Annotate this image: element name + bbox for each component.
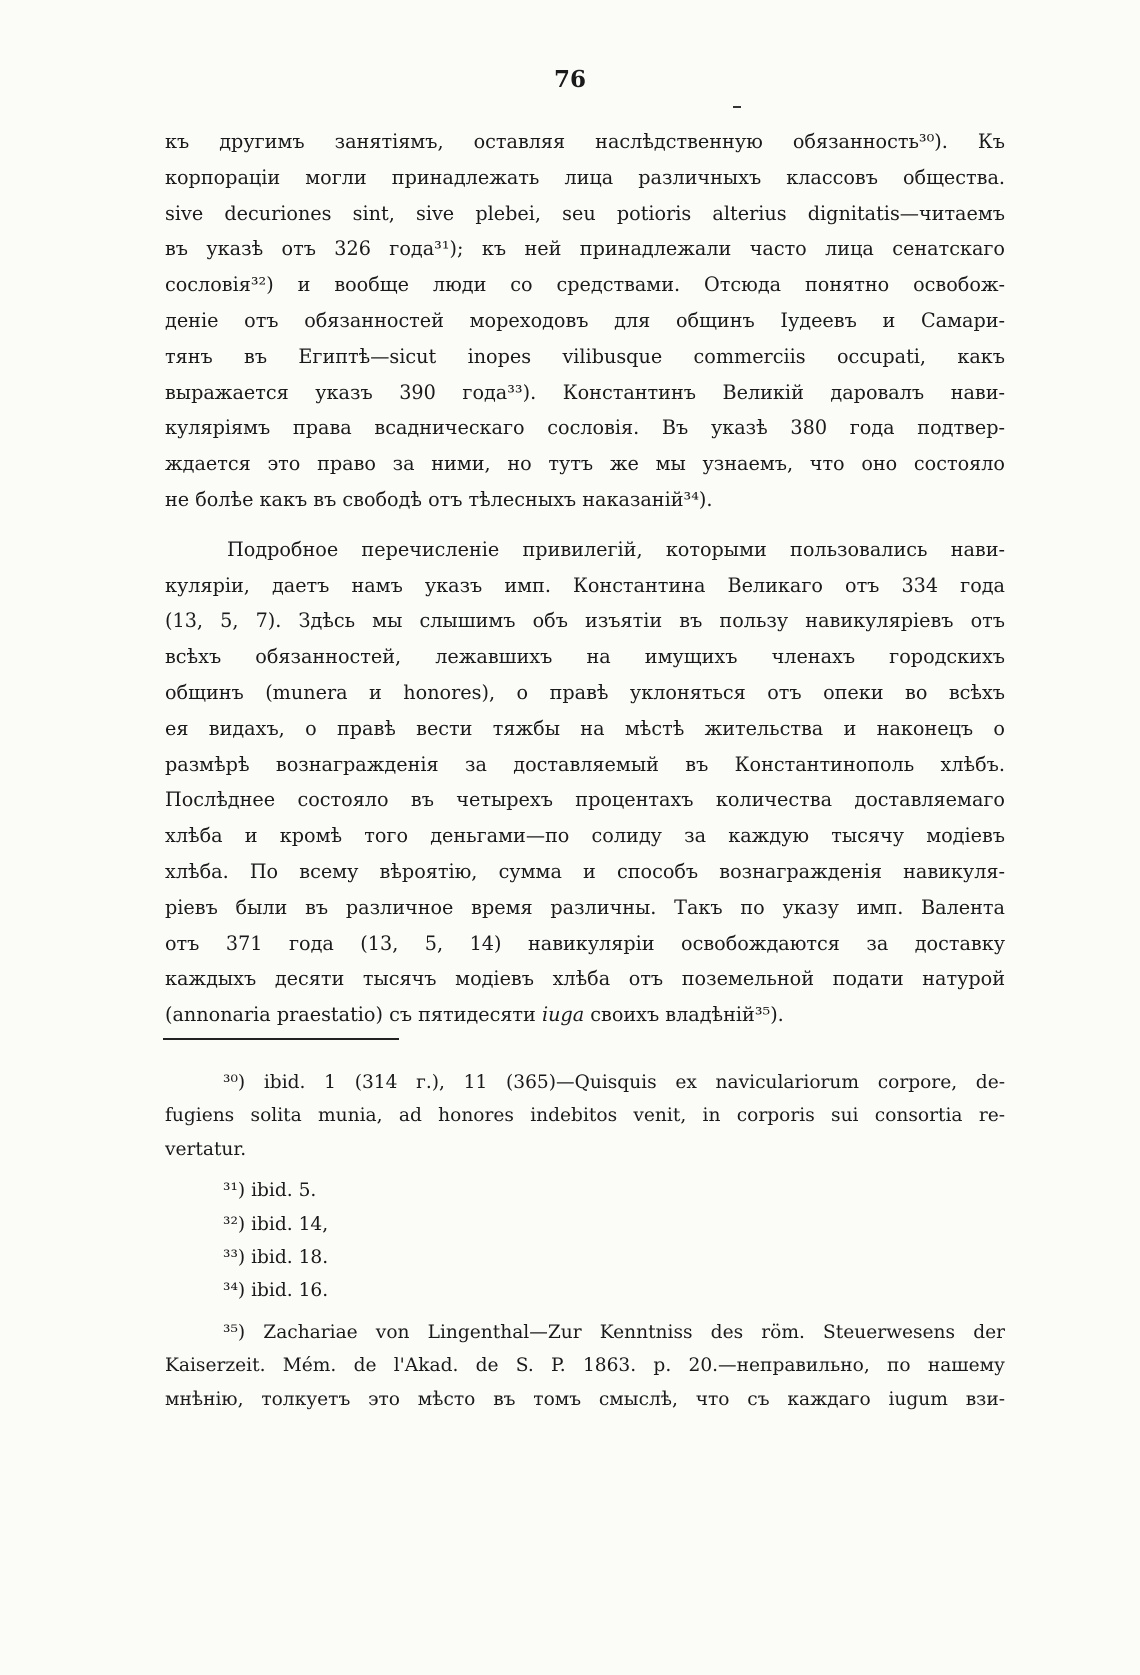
- footnote-separator: [163, 1038, 399, 1040]
- text-line: куляріи, даетъ намъ указъ имп. Константина Великаго отъ 334 года: [165, 573, 1005, 597]
- text-line: ріевъ были въ различное время различны. Такъ по указу имп. Валента: [165, 895, 1005, 919]
- footnotes: [165, 1066, 1005, 1416]
- footnote-line: ³⁰) ibid. 1 (314 г.), 11 (365)—Quisquis ex naviculariorum corpore, de-: [223, 1072, 1005, 1093]
- page-number: 76: [553, 66, 586, 93]
- text-line: каждыхъ десяти тысячъ модіевъ хлѣба отъ поземельной подати натурой: [165, 967, 1005, 991]
- text-line: ждается это право за ними, но тутъ же мы узнаемъ, что оно состояло: [165, 452, 1005, 476]
- paragraph-2: [165, 532, 1005, 1033]
- text-line: Подробное перечисленіе привилегій, которыми пользовались нави-: [227, 537, 1005, 561]
- text-line: хлѣба и кромѣ того деньгами—по солиду за каждую тысячу модіевъ: [165, 824, 1005, 848]
- text-line: ея видахъ, о правѣ вести тяжбы на мѣстѣ жительства и наконецъ о: [165, 716, 1005, 740]
- footnote-30: [165, 1066, 1005, 1166]
- text-line: выражается указъ 390 года³³). Константинъ Великій даровалъ нави-: [165, 380, 1005, 404]
- text-line: не болѣе какъ въ свободѣ отъ тѣлесныхъ наказаній³⁴).: [165, 487, 713, 511]
- text-fragment: (annonaria praestatio) съ пятидесяти: [165, 1003, 542, 1027]
- footnote-33: ³³) ibid. 18.: [223, 1247, 329, 1269]
- text-line: размѣрѣ вознагражденія за доставляемый въ Константинополь хлѣбъ.: [165, 752, 1005, 776]
- footnote-31: ³¹) ibid. 5.: [223, 1180, 317, 1202]
- text-line: [165, 997, 1005, 1033]
- text-line: къ другимъ занятіямъ, оставляя наслѣдственную обязанность³⁰). Къ: [165, 130, 1005, 153]
- text-line: деніе отъ обязанностей мореходовъ для общинъ Іудеевъ и Самари-: [165, 308, 1005, 332]
- text-line: въ указѣ отъ 326 года³¹); къ ней принадлежали часто лица сенатскаго: [165, 237, 1005, 261]
- footnote-line: ³⁵) Zachariae von Lingenthal—Zur Kenntniss des röm. Steuerwesens der: [223, 1321, 1005, 1343]
- page-mark: [733, 106, 741, 108]
- text-line: корпораціи могли принадлежать лица различныхъ классовъ общества.: [165, 165, 1005, 189]
- paragraph-1: [165, 124, 1005, 518]
- text-line: Послѣднее состояло въ четырехъ процентахъ количества доставляемаго: [165, 788, 1005, 812]
- footnote-line: vertatur.: [165, 1138, 247, 1160]
- main-text: [165, 124, 1005, 1033]
- text-fragment: своихъ владѣній³⁵).: [584, 1003, 784, 1027]
- text-line: (13, 5, 7). Здѣсь мы слышимъ объ изъятіи въ пользу навикуляріевъ отъ: [165, 609, 1005, 633]
- footnote-line: мнѣнію, толкуетъ это мѣсто въ томъ смыслѣ, что съ каждаго iugum взи-: [165, 1388, 1005, 1410]
- footnote-35: [165, 1316, 1005, 1416]
- footnote-line: fugiens solita munia, ad honores indebitos venit, in corporis sui consortia re-: [165, 1105, 1005, 1127]
- text-line: хлѣба. По всему вѣроятію, сумма и способъ вознагражденія навикуля-: [165, 859, 1005, 883]
- footnote-32: ³²) ibid. 14,: [223, 1213, 329, 1235]
- text-line: тянъ въ Египтѣ—sicut inopes vilibusque commerciis occupati, какъ: [165, 344, 1005, 368]
- text-line: кулярiямъ права всадническаго сословія. Въ указѣ 380 года подтвер-: [165, 416, 1005, 440]
- footnote-line: Kaiserzeit. Mém. de l'Akad. de S. P. 1863. p. 20.—неправильно, по нашему: [165, 1355, 1005, 1377]
- text-line: общинъ (munera и honores), о правѣ уклоняться отъ опеки во всѣхъ: [165, 680, 1005, 704]
- text-line: всѣхъ обязанностей, лежавшихъ на имущихъ членахъ городскихъ: [165, 645, 1005, 669]
- text-line: сословія³²) и вообще люди со средствами. Отсюда понятно освобож-: [165, 273, 1005, 297]
- text-line: sive decuriones sint, sive plebei, seu potioris alterius dignitatis—читаемъ: [165, 201, 1005, 225]
- italic-term: iuga: [541, 1003, 585, 1027]
- footnote-34: ³⁴) ibid. 16.: [223, 1280, 329, 1302]
- text-line: отъ 371 года (13, 5, 14) навикуляріи освобождаются за доставку: [165, 931, 1005, 955]
